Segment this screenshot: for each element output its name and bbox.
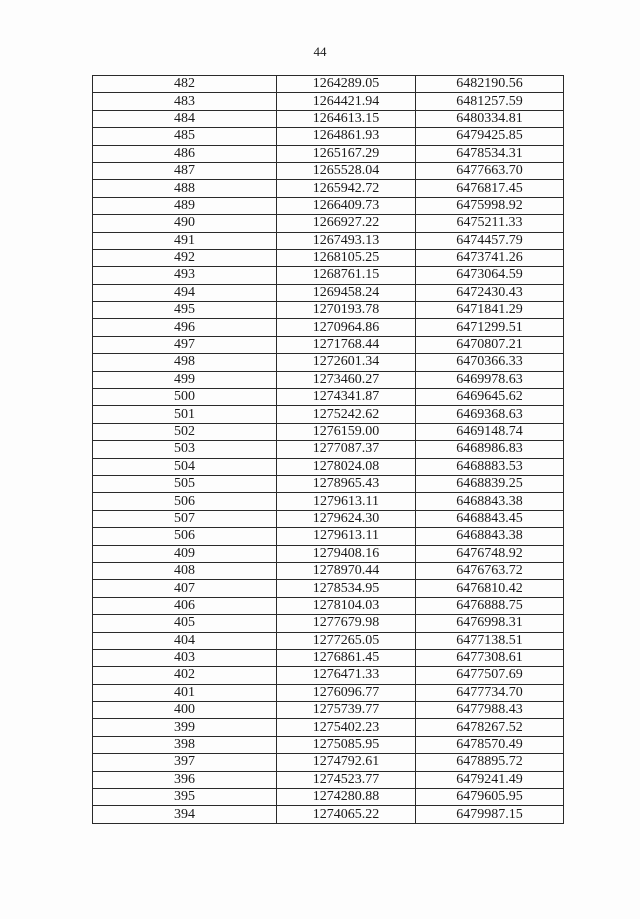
y-coordinate-cell: 6477507.69	[416, 667, 564, 684]
point-number-cell: 506	[93, 493, 277, 510]
x-coordinate-cell: 1274792.61	[277, 754, 416, 771]
table-row	[93, 771, 564, 788]
table-row	[93, 249, 564, 266]
y-coordinate-cell: 6479605.95	[416, 789, 564, 806]
table-row	[93, 719, 564, 736]
point-number-cell: 501	[93, 406, 277, 423]
table-row	[93, 336, 564, 353]
y-coordinate-cell: 6475998.92	[416, 197, 564, 214]
table-row	[93, 615, 564, 632]
x-coordinate-cell: 1273460.27	[277, 371, 416, 388]
table-row	[93, 128, 564, 145]
table-row	[93, 632, 564, 649]
x-coordinate-cell: 1274280.88	[277, 789, 416, 806]
y-coordinate-cell: 6477734.70	[416, 684, 564, 701]
x-coordinate-cell: 1276096.77	[277, 684, 416, 701]
table-row	[93, 110, 564, 127]
x-coordinate-cell: 1277087.37	[277, 441, 416, 458]
x-coordinate-cell: 1275085.95	[277, 736, 416, 753]
y-coordinate-cell: 6469368.63	[416, 406, 564, 423]
table-row	[93, 493, 564, 510]
table-row	[93, 597, 564, 614]
coordinates-table-body	[93, 76, 564, 824]
table-row	[93, 475, 564, 492]
y-coordinate-cell: 6476817.45	[416, 180, 564, 197]
y-coordinate-cell: 6476888.75	[416, 597, 564, 614]
x-coordinate-cell: 1279408.16	[277, 545, 416, 562]
point-number-cell: 401	[93, 684, 277, 701]
x-coordinate-cell: 1278970.44	[277, 562, 416, 579]
y-coordinate-cell: 6470366.33	[416, 354, 564, 371]
table-row	[93, 197, 564, 214]
y-coordinate-cell: 6478534.31	[416, 145, 564, 162]
y-coordinate-cell: 6475211.33	[416, 215, 564, 232]
y-coordinate-cell: 6473741.26	[416, 249, 564, 266]
x-coordinate-cell: 1279613.11	[277, 493, 416, 510]
x-coordinate-cell: 1275242.62	[277, 406, 416, 423]
point-number-cell: 490	[93, 215, 277, 232]
point-number-cell: 491	[93, 232, 277, 249]
x-coordinate-cell: 1265942.72	[277, 180, 416, 197]
y-coordinate-cell: 6474457.79	[416, 232, 564, 249]
y-coordinate-cell: 6476810.42	[416, 580, 564, 597]
x-coordinate-cell: 1277679.98	[277, 615, 416, 632]
point-number-cell: 403	[93, 649, 277, 666]
table-row	[93, 684, 564, 701]
point-number-cell: 502	[93, 423, 277, 440]
y-coordinate-cell: 6478570.49	[416, 736, 564, 753]
point-number-cell: 404	[93, 632, 277, 649]
y-coordinate-cell: 6477663.70	[416, 162, 564, 179]
table-row	[93, 232, 564, 249]
x-coordinate-cell: 1265167.29	[277, 145, 416, 162]
point-number-cell: 408	[93, 562, 277, 579]
x-coordinate-cell: 1276861.45	[277, 649, 416, 666]
point-number-cell: 483	[93, 93, 277, 110]
x-coordinate-cell: 1269458.24	[277, 284, 416, 301]
table-row	[93, 754, 564, 771]
table-row	[93, 441, 564, 458]
y-coordinate-cell: 6481257.59	[416, 93, 564, 110]
point-number-cell: 395	[93, 789, 277, 806]
y-coordinate-cell: 6468843.38	[416, 528, 564, 545]
point-number-cell: 485	[93, 128, 277, 145]
y-coordinate-cell: 6478895.72	[416, 754, 564, 771]
point-number-cell: 498	[93, 354, 277, 371]
y-coordinate-cell: 6476763.72	[416, 562, 564, 579]
table-row	[93, 562, 564, 579]
table-row	[93, 423, 564, 440]
x-coordinate-cell: 1264289.05	[277, 76, 416, 93]
x-coordinate-cell: 1274065.22	[277, 806, 416, 823]
y-coordinate-cell: 6469978.63	[416, 371, 564, 388]
y-coordinate-cell: 6477138.51	[416, 632, 564, 649]
x-coordinate-cell: 1270964.86	[277, 319, 416, 336]
point-number-cell: 407	[93, 580, 277, 597]
table-row	[93, 162, 564, 179]
table-row	[93, 545, 564, 562]
table-row	[93, 145, 564, 162]
x-coordinate-cell: 1275402.23	[277, 719, 416, 736]
point-number-cell: 489	[93, 197, 277, 214]
x-coordinate-cell: 1276471.33	[277, 667, 416, 684]
point-number-cell: 499	[93, 371, 277, 388]
y-coordinate-cell: 6473064.59	[416, 267, 564, 284]
y-coordinate-cell: 6468986.83	[416, 441, 564, 458]
y-coordinate-cell: 6468839.25	[416, 475, 564, 492]
table-row	[93, 284, 564, 301]
point-number-cell: 398	[93, 736, 277, 753]
y-coordinate-cell: 6479241.49	[416, 771, 564, 788]
table-row	[93, 702, 564, 719]
y-coordinate-cell: 6476998.31	[416, 615, 564, 632]
y-coordinate-cell: 6477988.43	[416, 702, 564, 719]
point-number-cell: 486	[93, 145, 277, 162]
x-coordinate-cell: 1268105.25	[277, 249, 416, 266]
y-coordinate-cell: 6476748.92	[416, 545, 564, 562]
point-number-cell: 492	[93, 249, 277, 266]
x-coordinate-cell: 1279613.11	[277, 528, 416, 545]
table-row	[93, 528, 564, 545]
y-coordinate-cell: 6479425.85	[416, 128, 564, 145]
point-number-cell: 496	[93, 319, 277, 336]
x-coordinate-cell: 1278104.03	[277, 597, 416, 614]
y-coordinate-cell: 6469148.74	[416, 423, 564, 440]
x-coordinate-cell: 1266927.22	[277, 215, 416, 232]
table-row	[93, 215, 564, 232]
point-number-cell: 497	[93, 336, 277, 353]
page-number: 44	[313, 44, 327, 59]
y-coordinate-cell: 6468843.45	[416, 510, 564, 527]
table-row	[93, 354, 564, 371]
x-coordinate-cell: 1277265.05	[277, 632, 416, 649]
x-coordinate-cell: 1264421.94	[277, 93, 416, 110]
table-row	[93, 649, 564, 666]
coordinates-table	[92, 75, 564, 824]
table-row	[93, 302, 564, 319]
x-coordinate-cell: 1266409.73	[277, 197, 416, 214]
table-row	[93, 806, 564, 823]
x-coordinate-cell: 1276159.00	[277, 423, 416, 440]
table-row	[93, 406, 564, 423]
table-row	[93, 510, 564, 527]
point-number-cell: 500	[93, 389, 277, 406]
y-coordinate-cell: 6478267.52	[416, 719, 564, 736]
x-coordinate-cell: 1272601.34	[277, 354, 416, 371]
x-coordinate-cell: 1279624.30	[277, 510, 416, 527]
y-coordinate-cell: 6469645.62	[416, 389, 564, 406]
point-number-cell: 402	[93, 667, 277, 684]
point-number-cell: 504	[93, 458, 277, 475]
table-row	[93, 736, 564, 753]
x-coordinate-cell: 1275739.77	[277, 702, 416, 719]
y-coordinate-cell: 6471299.51	[416, 319, 564, 336]
point-number-cell: 506	[93, 528, 277, 545]
table-row	[93, 267, 564, 284]
y-coordinate-cell: 6479987.15	[416, 806, 564, 823]
x-coordinate-cell: 1265528.04	[277, 162, 416, 179]
point-number-cell: 487	[93, 162, 277, 179]
x-coordinate-cell: 1274523.77	[277, 771, 416, 788]
point-number-cell: 397	[93, 754, 277, 771]
point-number-cell: 409	[93, 545, 277, 562]
point-number-cell: 505	[93, 475, 277, 492]
x-coordinate-cell: 1264861.93	[277, 128, 416, 145]
table-row	[93, 76, 564, 93]
table-row	[93, 319, 564, 336]
point-number-cell: 503	[93, 441, 277, 458]
table-row	[93, 389, 564, 406]
y-coordinate-cell: 6468843.38	[416, 493, 564, 510]
point-number-cell: 405	[93, 615, 277, 632]
table-row	[93, 789, 564, 806]
x-coordinate-cell: 1274341.87	[277, 389, 416, 406]
table-row	[93, 458, 564, 475]
x-coordinate-cell: 1270193.78	[277, 302, 416, 319]
y-coordinate-cell: 6470807.21	[416, 336, 564, 353]
point-number-cell: 399	[93, 719, 277, 736]
x-coordinate-cell: 1268761.15	[277, 267, 416, 284]
y-coordinate-cell: 6477308.61	[416, 649, 564, 666]
point-number-cell: 400	[93, 702, 277, 719]
table-row	[93, 93, 564, 110]
x-coordinate-cell: 1267493.13	[277, 232, 416, 249]
table-row	[93, 180, 564, 197]
point-number-cell: 396	[93, 771, 277, 788]
table-row	[93, 667, 564, 684]
point-number-cell: 494	[93, 284, 277, 301]
point-number-cell: 406	[93, 597, 277, 614]
x-coordinate-cell: 1278024.08	[277, 458, 416, 475]
x-coordinate-cell: 1278534.95	[277, 580, 416, 597]
table-row	[93, 580, 564, 597]
y-coordinate-cell: 6482190.56	[416, 76, 564, 93]
x-coordinate-cell: 1264613.15	[277, 110, 416, 127]
point-number-cell: 394	[93, 806, 277, 823]
point-number-cell: 493	[93, 267, 277, 284]
y-coordinate-cell: 6480334.81	[416, 110, 564, 127]
point-number-cell: 484	[93, 110, 277, 127]
y-coordinate-cell: 6468883.53	[416, 458, 564, 475]
x-coordinate-cell: 1278965.43	[277, 475, 416, 492]
x-coordinate-cell: 1271768.44	[277, 336, 416, 353]
table-row	[93, 371, 564, 388]
point-number-cell: 495	[93, 302, 277, 319]
y-coordinate-cell: 6472430.43	[416, 284, 564, 301]
point-number-cell: 507	[93, 510, 277, 527]
y-coordinate-cell: 6471841.29	[416, 302, 564, 319]
point-number-cell: 488	[93, 180, 277, 197]
point-number-cell: 482	[93, 76, 277, 93]
